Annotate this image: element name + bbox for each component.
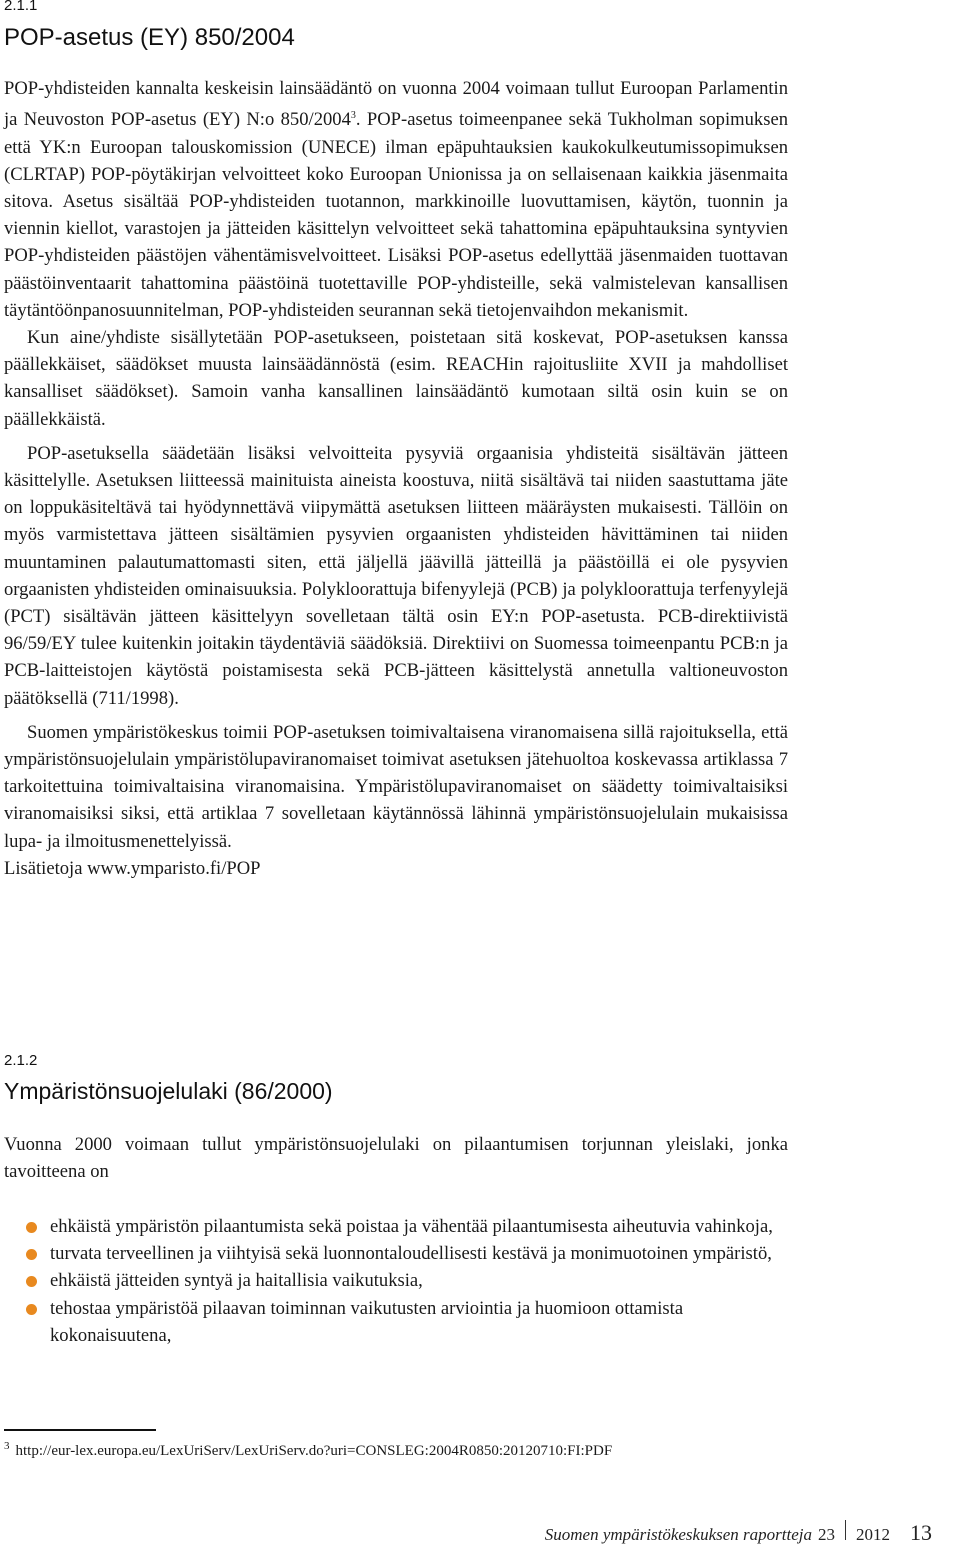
publication-title: Suomen ympäristökeskuksen raportteja [544, 1525, 812, 1544]
section-number: 2.1.1 [4, 0, 38, 14]
bullet-icon [26, 1222, 37, 1233]
paragraph: POP-yhdisteiden kannalta keskeisin lainsäädäntö on vuonna 2004 voimaan tullut Euroopan Parlamentin ja Neuvoston POP-asetus (EY) N:o 850/2004$^3$. POP-asetus toimeenpanee sekä Tukholman sopimuksen että YK:n Euroopan talouskomission (UNECE) ilman epäpuhtauksien kaukokulkeutumissopimuksen (CLRTAP) POP-pöytäkirjan velvoitteet koko Euroopan Unionissa ja on sellaisenaan kaikkia jäsenmaita sitova. Asetus sisältää POP-yhdisteiden tuotannon, markkinoille luovuttamisen, käytön, tuonnin ja viennin kiellot, varastojen ja jätteiden käsittelyn velvoitteet sekä tahattomina epäpuhtauksina syntyvien POP-yhdisteiden päästöjen vähentämisvelvoitteet. Lisäksi POP-asetus edellyttää jäsenmaiden tuottavan päästöinventaarit tahattomina päästöinä tuotettaville POP-yhdisteille, sekä valmistelevan kansallisen täytäntöönpanosuunnitelman, POP-yhdisteiden seurannan sekä tietojenvaihdon mekanismit. [4, 78, 788, 321]
paragraph: Kun aine/yhdiste sisällytetään POP-asetukseen, poistetaan sitä koskevat, POP-asetuksen kanssa päällekkäiset, säädökset muusta lainsäädännöstä (esim. REACHin rajoitusliite XVII ja mahdolliset kansalliset säädökset). Samoin vanha kansallinen lainsäädäntö kumotaan siltä osin kuin se on päällekkäistä. [4, 327, 788, 430]
list-item: turvata terveellinen ja viihtyisä sekä luonnontaloudellisesti kestävä ja monimuotoinen ympäristö, [26, 1240, 786, 1267]
footnote-link[interactable]: http://eur-lex.europa.eu/LexUriServ/LexUriServ.do?uri=CONSLEG:2004R0850:20120710:FI:PDF [15, 1443, 613, 1459]
paragraph: POP-asetuksella säädetään lisäksi velvoitteita pysyviä orgaanisia yhdisteitä sisältävän jätteen käsittelylle. Asetuksen liitteessä mainituista aineista koostuva, niitä sisältävä tai niiden saastuttama jäte on loppukäsiteltävä tai hyödynnettävä viipymättä asetuksen liitteen määräysten mukaisesti. Tällöin on myös varmistettava jätteen sisältämien pysyvien orgaanisten yhdisteiden hävittäminen tai niiden muuntaminen palautumattomasti siten, että jäljellä jäävillä jätteillä ja päästöillä ei ole pysyvien orgaanisten yhdisteiden ominaisuuksia. Polykloorattuja bifenyylejä (PCB) ja polykloorattuja terfenyylejä (PCT) sisältävän jätteen käsittelyyn sovelletaan tältä osin EY:n POP-asetusta. PCB-direktiivistä 96/59/EY tulee kuitenkin joitakin täydentäviä säädöksiä. Direktiivi on Suomessa toimeenpantu PCB:n ja PCB-laitteistojen käytöstä poistamisesta sekä PCB-jätteen käsittelystä annetulla valtioneuvoston päätöksellä (711/1998). [4, 442, 788, 709]
more-info-line: Lisätietoja www.ymparisto.fi/POP [4, 857, 261, 879]
page-footer [545, 1520, 932, 1546]
section-title: Ympäristönsuojelulaki (86/2000) [4, 1078, 333, 1104]
footnote-reference[interactable]: 3 [350, 110, 356, 122]
page-number: 13 [910, 1520, 932, 1545]
section-intro [4, 1131, 788, 1185]
footnote-mark: 3 [4, 1440, 10, 1452]
bullet-icon [26, 1304, 37, 1315]
bullet-icon [26, 1276, 37, 1287]
bullet-list [26, 1213, 786, 1349]
section-title: POP-asetus (EY) 850/2004 [4, 24, 295, 51]
bullet-icon [26, 1249, 37, 1260]
paragraph: Vuonna 2000 voimaan tullut ympäristönsuojelulaki on pilaantumisen torjunnan yleislaki, jonka tavoitteena on [4, 1134, 788, 1183]
section-body [4, 75, 788, 882]
footnote-divider [4, 1429, 156, 1431]
publication-year: 2012 [856, 1525, 890, 1544]
footnote [4, 1440, 612, 1460]
issue-number: 23 [818, 1525, 835, 1544]
section-number: 2.1.2 [4, 1052, 38, 1069]
list-item: ehkäistä ympäristön pilaantumista sekä poistaa ja vähentää pilaantumisesta aiheutuvia vahinkoja, [26, 1213, 786, 1240]
paragraph: Suomen ympäristökeskus toimii POP-asetuksen toimivaltaisena viranomaisena sillä rajoituksella, että ympäristönsuojelulain ympäristölupaviranomaiset toimivat asetuksen jätehuoltoa koskevassa artiklassa 7 tarkoitettuina toimivaltaisina viranomaisina. Ympäristölupaviranomaiset on säädetty toimivaltaisiksi viranomaisiksi siksi, että artiklaa 7 sovelletaan käytännössä lähinnä ympäristönsuojelulain mukaisissa lupa- ja ilmoitusmenettelyissä. [4, 721, 788, 852]
list-item: ehkäistä jätteiden syntyä ja haitallisia vaikutuksia, [26, 1267, 786, 1294]
footer-divider [845, 1520, 846, 1540]
list-item: tehostaa ympäristöä pilaavan toiminnan vaikutusten arviointia ja huomioon ottamista kokonaisuutena, [26, 1295, 786, 1349]
